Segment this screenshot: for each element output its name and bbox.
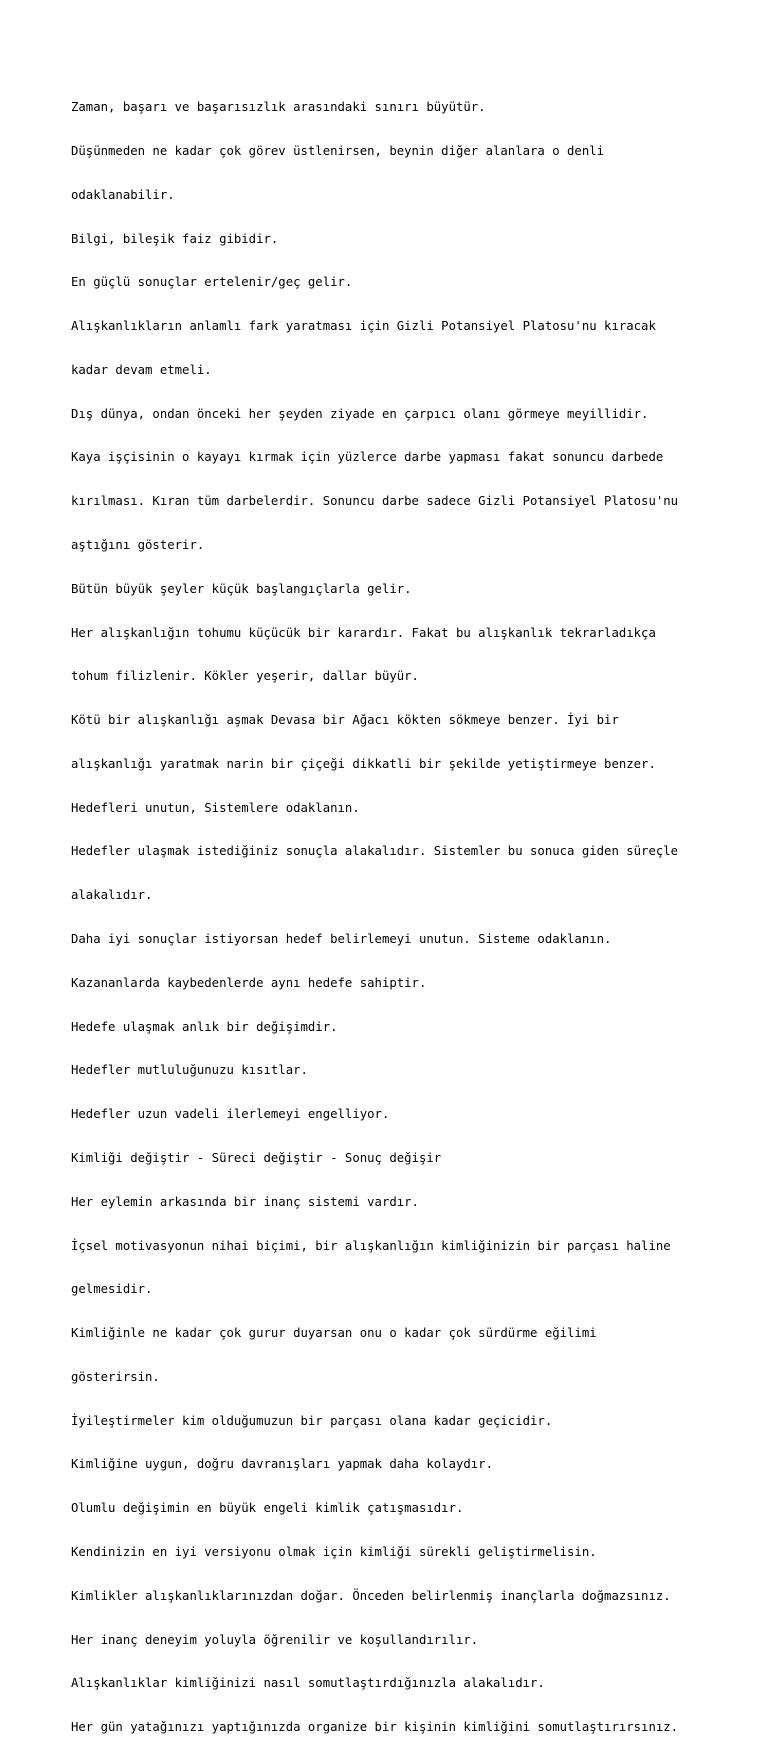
text-line: Kaya işçisinin o kayayı kırmak için yüzlerce darbe yapması fakat sonuncu darbede (71, 450, 664, 465)
text-line: Kazananlarda kaybedenlerde aynı hedefe sahiptir. (71, 975, 427, 990)
text-line: Hedefe ulaşmak anlık bir değişimdir. (71, 1019, 338, 1034)
text-line: Kimliği değiştir - Süreci değiştir - Sonuç değişir (71, 1150, 442, 1165)
document-text (71, 71, 711, 1764)
text-line: Bilgi, bileşik faiz gibidir. (71, 231, 279, 246)
text-line: kadar devam etmeli. (71, 362, 212, 377)
text-line: odaklanabilir. (71, 187, 175, 202)
text-line: alakalıdır. (71, 888, 153, 903)
text-line: Her inanç deneyim yoluyla öğrenilir ve koşullandırılır. (71, 1632, 479, 1647)
text-line: En güçlü sonuçlar ertelenir/geç gelir. (71, 275, 353, 290)
text-line: Hedefler ulaşmak istediğiniz sonuçla alakalıdır. Sistemler bu sonuca giden süreçle (71, 844, 679, 859)
text-line: Hedefler uzun vadeli ilerlemeyi engelliyor. (71, 1107, 390, 1122)
text-line: Kimliğinle ne kadar çok gurur duyarsan onu o kadar çok sürdürme eğilimi (71, 1326, 597, 1341)
text-line: alışkanlığı yaratmak narin bir çiçeği dikkatli bir şekilde yetiştirmeye benzer. (71, 756, 656, 771)
text-line: Kimliğine uygun, doğru davranışları yapmak daha kolaydır. (71, 1457, 493, 1472)
text-line: İyileştirmeler kim olduğumuzun bir parçası olana kadar geçicidir. (71, 1413, 553, 1428)
text-line: Dış dünya, ondan önceki her şeyden ziyade en çarpıcı olanı görmeye meyillidir. (71, 406, 649, 421)
text-line: Olumlu değişimin en büyük engeli kimlik çatışmasıdır. (71, 1501, 464, 1516)
text-line: Alışkanlıklar kimliğinizi nasıl somutlaştırdığınızla alakalıdır. (71, 1676, 545, 1691)
text-line: Bütün büyük şeyler küçük başlangıçlarla gelir. (71, 581, 412, 596)
text-line: Düşünmeden ne kadar çok görev üstlenirsen, beynin diğer alanlara o denli (71, 143, 605, 158)
text-line: Alışkanlıkların anlamlı fark yaratması için Gizli Potansiyel Platosu'nu kıracak (71, 319, 656, 334)
text-line: İçsel motivasyonun nihai biçimi, bir alışkanlığın kimliğinizin bir parçası haline (71, 1238, 671, 1253)
text-line: Her alışkanlığın tohumu küçücük bir karardır. Fakat bu alışkanlık tekrarladıkça (71, 625, 656, 640)
text-line: gelmesidir. (71, 1282, 153, 1297)
text-line: Kötü bir alışkanlığı aşmak Devasa bir Ağacı kökten sökmeye benzer. İyi bir (71, 713, 619, 728)
text-line: Daha iyi sonuçlar istiyorsan hedef belirlemeyi unutun. Sisteme odaklanın. (71, 932, 612, 947)
text-line: tohum filizlenir. Kökler yeşerir, dallar büyür. (71, 669, 419, 684)
text-line: Her gün yatağınızı yaptığınızda organize bir kişinin kimliğini somutlaştırırsınız. (71, 1720, 679, 1735)
text-line: Zaman, başarı ve başarısızlık arasındaki sınırı büyütür. (71, 100, 486, 115)
text-line: gösterirsin. (71, 1369, 160, 1384)
text-line: Hedefler mutluluğunuzu kısıtlar. (71, 1063, 308, 1078)
text-line: Her eylemin arkasında bir inanç sistemi vardır. (71, 1194, 419, 1209)
text-line: kırılması. Kıran tüm darbelerdir. Sonuncu darbe sadece Gizli Potansiyel Platosu'nu (71, 494, 679, 509)
text-line: Kimlikler alışkanlıklarınızdan doğar. Önceden belirlenmiş inançlarla doğmazsınız. (71, 1588, 671, 1603)
text-line: Kendinizin en iyi versiyonu olmak için kimliği sürekli geliştirmelisin. (71, 1544, 597, 1559)
text-line: aştığını gösterir. (71, 538, 205, 552)
text-line: Hedefleri unutun, Sistemlere odaklanın. (71, 800, 360, 815)
